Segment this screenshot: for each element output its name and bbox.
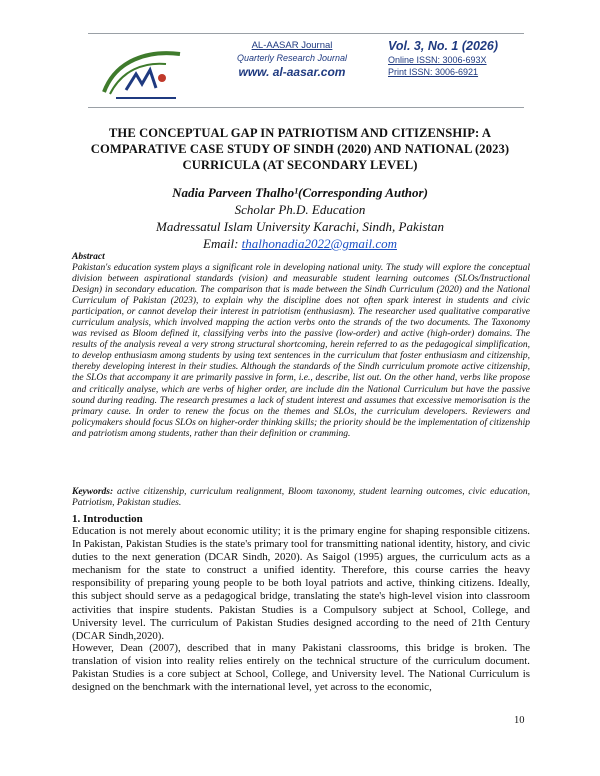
- section-heading: 1. Introduction: [72, 513, 143, 525]
- body-paragraph: However, Dean (2007), described that in many Pakistani classrooms, this bridge is broken. The translation of vision into reality relies entirely on the technical structure of the curriculum document. Pakistan Studies is a core subject at School, College, and University level. The National Curriculum is designed on the benchmark with the international level, yet across to the economic,: [72, 642, 530, 694]
- journal-subtitle: Quarterly Research Journal: [236, 53, 348, 63]
- email-label: Email:: [203, 236, 242, 251]
- keywords-list: active citizenship, curriculum realignment, Bloom taxonomy, student learning outcomes, civic education, Patriotism, Pakistan studies.: [72, 487, 530, 508]
- header-bottom-rule: [88, 107, 524, 108]
- paper-title: [64, 125, 536, 173]
- author-role: Scholar Ph.D. Education: [234, 202, 366, 217]
- page-number: 10: [514, 715, 525, 726]
- body-paragraph: Education is not merely about economic utility; it is the primary engine for shaping responsible citizens. In Pakistan, Pakistan Studies is the state's primary tool for transmitting national identity, history, and civic duties to the next generation (DCAR Sindh, 2020). As Saigol (1995) argues, the curriculum acts as a mechanism for the state to construct a unified identity. Therefore, this course carries the heavy responsibility of preparing young people to be both loyal patriots and active, thinking citizens. Ideally, this subject should serve as a pedagogical bridge, translating the state's high-level vision into classroom activities that inspire students. Pakistan Studies is a Compulsory subject at School, College, and University level. The curriculum of Pakistan Studies designed according to the need of 21th Century (DCAR Sindh,2020).: [72, 525, 530, 642]
- online-issn[interactable]: Online ISSN: 3006-693X: [388, 55, 487, 65]
- title-line: CURRICULA (AT SECONDARY LEVEL): [182, 158, 418, 172]
- journal-logo: [96, 40, 188, 100]
- title-line: THE CONCEPTUAL GAP IN PATRIOTISM AND CITIZENSHIP: A: [108, 126, 492, 140]
- abstract-text: Pakistan's education system plays a significant role in developing national unity. The study will explore the conceptual division between aspirational standards (vision) and measurable student learning outcomes (SLOs/Instructional Design) in secondary education. The comparison that is made between the Sindh Curriculum (2020) and the National Curriculum of Pakistan (2023), to explain why the discipline does not often spark interest in students and civic participation, or cannot develop their interest in patriotism (enthusiasm). The researcher used qualitative comparative curriculum analysis, which involved mapping the action verbs onto the strands of the two documents. The Taxonomy was revised as Bloom defined it, classifying verbs into the passive (low-order) and active (high-order) domains. The results of the analysis reveal a very strong structural shortcoming, herein referred to as the pedagogical simplification, to develop enthusiasm among students by using text sentences in the curriculum that foster enthusiasm and citizenship, thereby developing interest in their studies. Although the standards of the Sindh curriculum promote active citizenship, the SLOs that accompany it are primarily passive in form, i.e., describe, list out. On the other hand, verbs like propose and critically analyse, which are verbs of higher order, are include din the National Curriculum but have the passive sound during reading. The research presumes a lack of student interest and assumes that excessive memorisation is the primary cause. In order to renew the focus on the themes and SLOs, the curriculum developers. Reviewers and policymakers should focus SLOs on higher-order thinking skills; the priority should be the implementation of citizenship and patriotism among students, rather than their definition or cramming.: [72, 263, 530, 439]
- print-issn[interactable]: Print ISSN: 3006-6921: [388, 67, 479, 77]
- journal-website[interactable]: www. al-aasar.com: [238, 65, 346, 79]
- author-affiliation: Madressatul Islam University Karachi, Sindh, Pakistan: [155, 219, 445, 234]
- title-line: COMPARATIVE CASE STUDY OF SINDH (2020) AND NATIONAL (2023): [90, 142, 510, 156]
- header-top-rule: [88, 33, 524, 34]
- journal-name[interactable]: AL-AASAR Journal: [251, 40, 333, 51]
- author-name: Nadia Parveen Thalho¹(Corresponding Author): [172, 185, 428, 200]
- author-block: [60, 184, 540, 252]
- email-link[interactable]: thalhonadia2022@gmail.com: [241, 236, 397, 251]
- keywords: [72, 487, 530, 509]
- volume-label: Vol. 3, No. 1 (2026): [388, 39, 498, 53]
- abstract-heading: Abstract: [72, 252, 105, 262]
- volume-info: [388, 38, 518, 78]
- keywords-label: Keywords:: [72, 487, 114, 497]
- author-email-line: [60, 235, 540, 252]
- journal-info: [212, 40, 372, 80]
